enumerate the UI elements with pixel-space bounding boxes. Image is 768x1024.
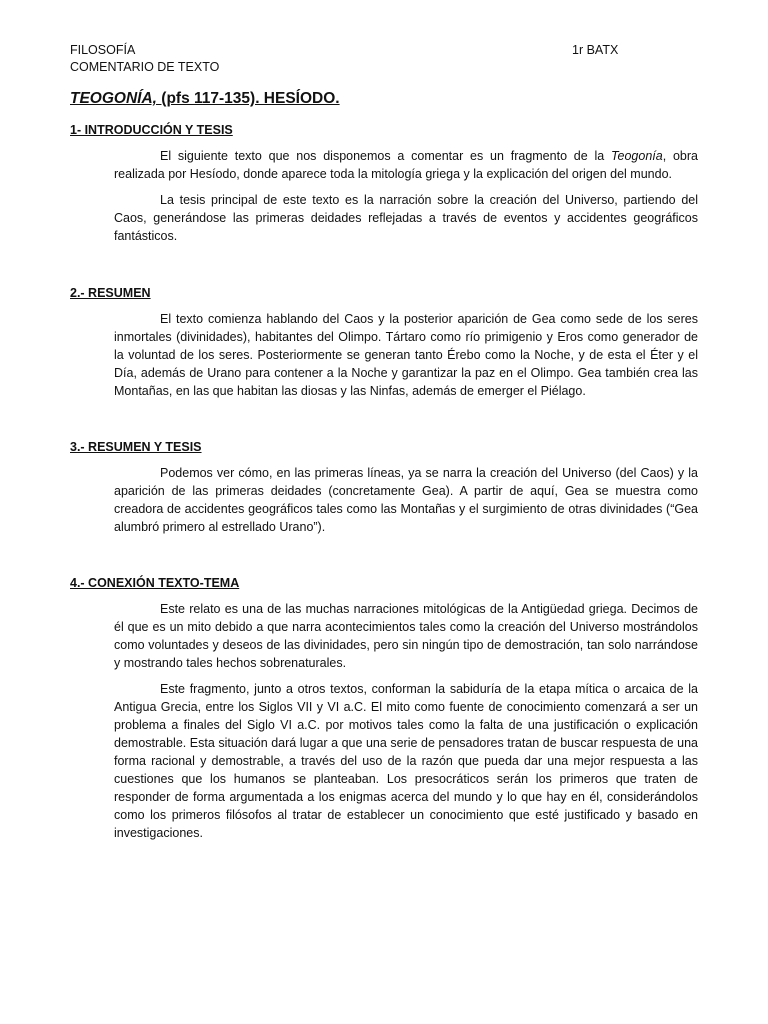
title-italic: TEOGONÍA, bbox=[70, 90, 157, 107]
section-resumen bbox=[70, 285, 698, 400]
header-type: COMENTARIO DE TEXTO bbox=[70, 60, 220, 74]
section-paragraph: Este relato es una de las muchas narraciones mitológicas de la Antigüedad griega. Decimos de él que es un mito debido a que narra acontecimientos tales como la creación del Universo mostrándolos como voluntades y deseos de las divinidades, pero sin ningún tipo de demostración, tan solo narrándose y mostrando tales hechos sobrenaturales. bbox=[114, 602, 698, 670]
paragraph-italic: Teogonía bbox=[611, 149, 663, 163]
section-paragraph bbox=[114, 147, 698, 183]
paragraph-text: El siguiente texto que nos disponemos a comentar es un fragmento de la bbox=[160, 149, 612, 163]
section-conexion-texto-tema bbox=[70, 575, 698, 842]
document-title bbox=[70, 89, 340, 109]
paragraph-text: , obra realizada por Hesíodo, donde aparece toda la mitología griega y la explicación del origen del mundo. bbox=[114, 149, 699, 181]
section-introduccion bbox=[70, 122, 698, 245]
section-heading: 3.- RESUMEN Y TESIS bbox=[70, 440, 202, 454]
title-rest: (pfs 117-135). HESÍODO. bbox=[156, 90, 340, 107]
section-heading: 2.- RESUMEN bbox=[70, 286, 151, 300]
header-left bbox=[70, 42, 219, 76]
section-paragraph: Podemos ver cómo, en las primeras líneas, ya se narra la creación del Universo (del Caos) y la aparición de las primeras deidades (concretamente Gea). A partir de aquí, Gea se muestra como creadora de accidentes geográficos tales como las Montañas y el surgimiento de otras divinidades (“Gea alumbró primero al estrellado Urano”). bbox=[114, 466, 698, 534]
section-paragraph: El texto comienza hablando del Caos y la posterior aparición de Gea como sede de los seres inmortales (divinidades), habitantes del Olimpo. Tártaro como río primigenio y Eros como generador de la voluntad de los seres. Posteriormente se generan tanto Érebo como la Noche, y de esta el Éter y el Día, además de Urano para contener a la Noche y garantizar la paz en el Olimpo. Gea también crea las Montañas, en las que habitan las diosas y las Ninfas, además de emerger el Piélago. bbox=[114, 312, 698, 398]
header-subject: FILOSOFÍA bbox=[70, 43, 136, 57]
section-heading: 1- INTRODUCCIÓN Y TESIS bbox=[70, 123, 233, 137]
section-paragraph: Este fragmento, junto a otros textos, conforman la sabiduría de la etapa mítica o arcaica de la Antigua Grecia, entre los Siglos VII y VI a.C. El mito como fuente de conocimiento comenzará a ser un problema a finales del Siglo VI a.C. por motivos tales como la falta de una justificación o explicación demostrable. Esta situación dará lugar a que una serie de pensadores tratan de buscar respuesta de una forma racional y demostrable, a través del uso de la razón que pueda dar una mejor respuesta a las cuestiones que los humanos se planteaban. Los presocráticos serán los primeros que traten de responder de forma argumentada a los enigmas acerca del mundo y lo que hay en él, considerándolos como los primeros filósofos al tratar de establecer un conocimiento que esté justificado y basado en investigaciones. bbox=[114, 682, 698, 840]
section-heading: 4.- CONEXIÓN TEXTO-TEMA bbox=[70, 576, 240, 590]
header-level: 1r BATX bbox=[572, 43, 619, 57]
section-paragraph: La tesis principal de este texto es la narración sobre la creación del Universo, partiendo del Caos, generándose las primeras deidades reflejadas a través de eventos y accidentes geográficos fantásticos. bbox=[114, 193, 698, 243]
section-resumen-y-tesis bbox=[70, 439, 698, 536]
